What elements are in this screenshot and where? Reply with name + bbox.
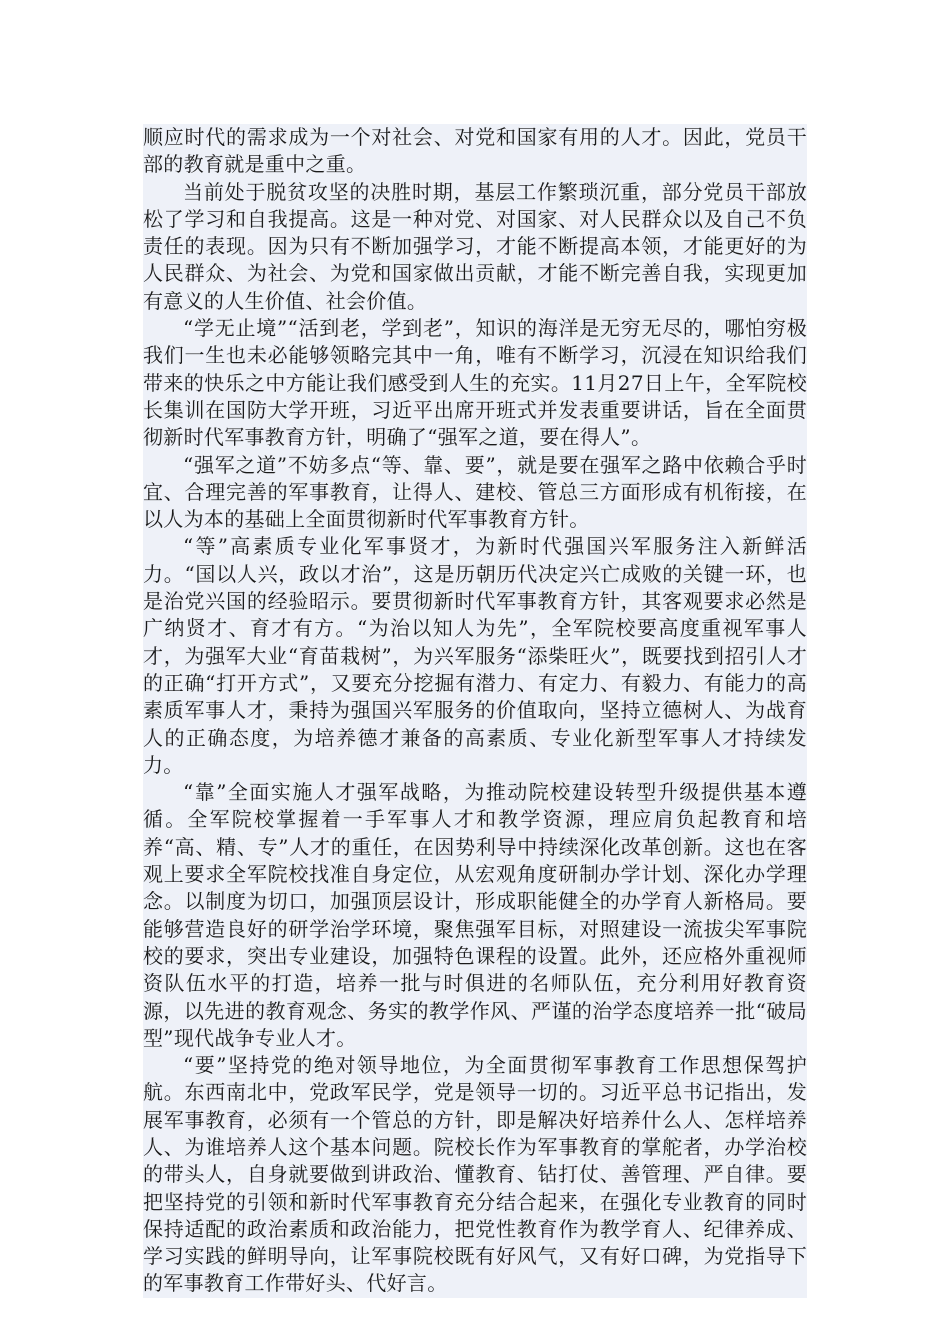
paragraph-yao-party-leadership: “要”坚持党的绝对领导地位，为全面贯彻军事教育工作思想保驾护航。东西南北中，党政军民学，党是领导一切的。习近平总书记指出，发展军事教育，必须有一个管总的方针，即是解决好培养什么人、怎样培养人、为谁培养人这个基本问题。院校长作为军事教育的掌舵者，办学治校的带头人，自身就要做到讲政治、懂教育、钻打仗、善管理、严自律。要把坚持党的引领和新时代军事教育充分结合起来，在强化专业教育的同时保持适配的政治素质和政治能力，把党性教育作为教学育人、纪律养成、学习实践的鲜明导向，让军事院校既有好风气，又有好口碑，为党指导下的军事教育工作带好头、代好言。 — [143, 1052, 807, 1298]
paragraph-deng-talent: “等”高素质专业化军事贤才，为新时代强国兴军服务注入新鲜活力。“国以人兴，政以才治”，这是历朝历代决定兴亡成败的关键一环，也是治党兴国的经验昭示。要贯彻新时代军事教育方针，其客观要求必然是广纳贤才、育才有方。“为治以知人为先”，全军院校要高度重视军事人才，为强军大业“育苗栽树”，为兴军服务“添柴旺火”，既要找到招引人才的正确“打开方式”，又要充分挖掘有潜力、有定力、有毅力、有能力的高素质军事人才，秉持为强国兴军服务的价值取向，坚持立德树人、为战育人的正确态度，为培养德才兼备的高素质、专业化新型军事人才持续发力。 — [143, 533, 807, 779]
paragraph-kao-strategy: “靠”全面实施人才强军战略，为推动院校建设转型升级提供基本遵循。全军院校掌握着一手军事人才和教学资源，理应肩负起教育和培养“高、精、专”人才的重任，在因势利导中持续深化改革创新。这也在客观上要求全军院校找准自身定位，从宏观角度研制办学计划、深化办学理念。以制度为切口，加强顶层设计，形成职能健全的办学育人新格局。要能够营造良好的研学治学环境，聚焦强军目标，对照建设一流拔尖军事院校的要求，突出专业建设，加强特色课程的设置。此外，还应格外重视师资队伍水平的打造，培养一批与时俱进的名师队伍，充分利用好教育资源，以先进的教育观念、务实的教学作风、严谨的治学态度培养一批“破局型”现代战争专业人才。 — [143, 779, 807, 1052]
paragraph-endless-learning: “学无止境”“活到老，学到老”，知识的海洋是无穷无尽的，哪怕穷极我们一生也未必能够领略完其中一角，唯有不断学习，沉浸在知识给我们带来的快乐之中方能让我们感受到人生的充实。11月27日上午，全军院校长集训在国防大学开班，习近平出席开班式并发表重要讲话，旨在全面贯彻新时代军事教育方针，明确了“强军之道，要在得人”。 — [143, 315, 807, 451]
document-body — [143, 124, 807, 1298]
paragraph-strong-army-way: “强军之道”不妨多点“等、靠、要”，就是要在强军之路中依赖合乎时宜、合理完善的军事教育，让得人、建校、管总三方面形成有机衔接，在以人为本的基础上全面贯彻新时代军事教育方针。 — [143, 452, 807, 534]
paragraph-continuation: 顺应时代的需求成为一个对社会、对党和国家有用的人才。因此，党员干部的教育就是重中之重。 — [143, 124, 807, 179]
paragraph-poverty-alleviation: 当前处于脱贫攻坚的决胜时期，基层工作繁琐沉重，部分党员干部放松了学习和自我提高。这是一种对党、对国家、对人民群众以及自己不负责任的表现。因为只有不断加强学习，才能不断提高本领，才能更好的为人民群众、为社会、为党和国家做出贡献，才能不断完善自我，实现更加有意义的人生价值、社会价值。 — [143, 179, 807, 315]
